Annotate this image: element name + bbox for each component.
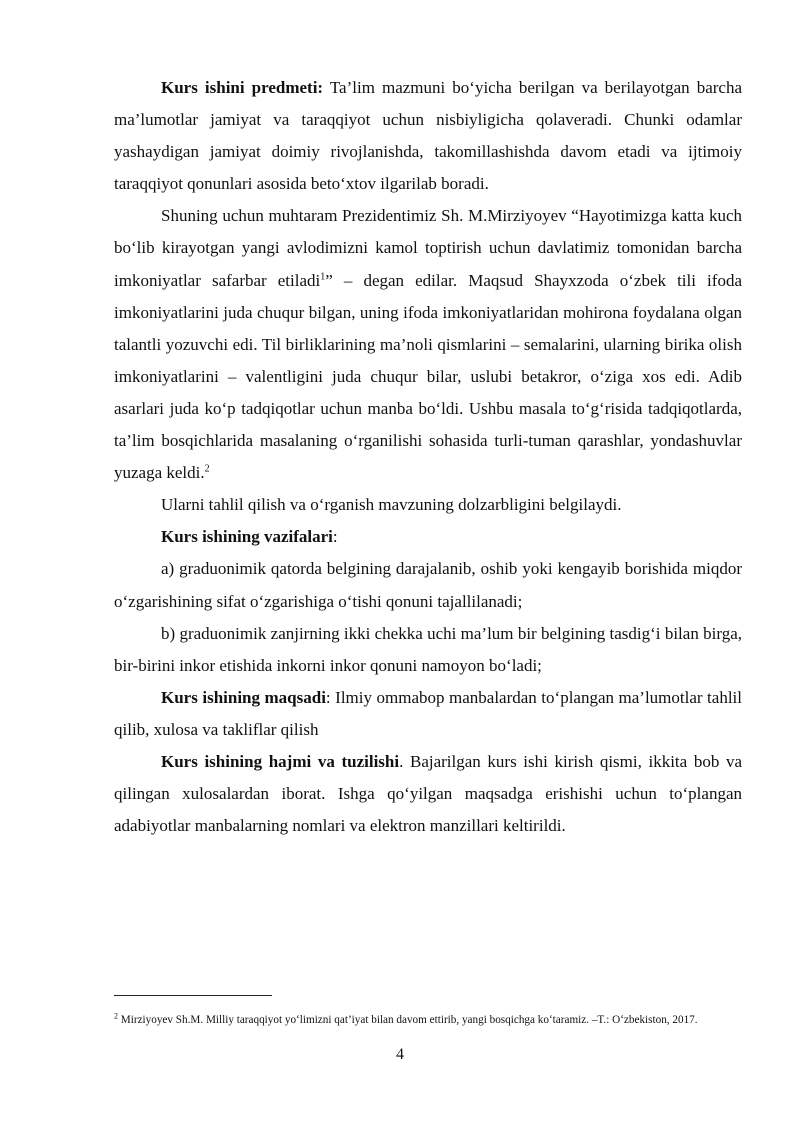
task-a-text: a) graduonimik qatorda belgining darajalanib, oshib yoki kengayib borishida miqdor o‘zgarishining sifat o‘zgarishiga o‘tishi qonuni tajallilanadi;: [114, 559, 742, 611]
paragraph-subject: [114, 72, 742, 200]
quote-text-b: ” – degan edilar. Maqsud Shayxzoda o‘zbek tili ifoda imkoniyatlarini juda chuqur bilgan, uning ifoda imkoniyatlaridan mohirona foydalana olgan talantli yozuvchi edi. Til birliklarining ma’noli qismlarini – semalarini, ularning birika olish imkoniyatlarini – valentligini juda chuqur bilar, uslubi betakror, o‘ziga xos edi. Adib asarlari juda ko‘p tadqiqotlar uchun manba bo‘ldi. Ushbu masala to‘g‘risida tadqiqotlarda, ta’lim bosqichlarida masalaning o‘rganilishi sohasida turli-tuman qarashlar, yondashuvlar yuzaga keldi.: [114, 270, 742, 483]
paragraph-goal-text: : Ilmiy ommabop manbalardan to‘plangan ma’lumotlar tahlil qilib, xulosa va takliflar qilish: [114, 687, 742, 739]
footnote-marker: 2: [114, 1011, 118, 1021]
heading-goal: Kurs ishining maqsadi: [161, 687, 326, 707]
paragraph-president-quote: [114, 200, 742, 489]
paragraph-structure: [114, 746, 742, 842]
heading-subject: Kurs ishini predmeti:: [161, 78, 324, 97]
paragraph-task-b: [114, 618, 742, 682]
footnote-ref-2: 2: [204, 463, 210, 475]
body-text: [114, 72, 742, 842]
quote-text-a: Shuning uchun muhtaram Prezidentimiz Sh. M.Mirziyoyev “Hayotimizga katta kuch bo‘lib kirayotgan yangi avlodimizni kamol toptirish uchun davlatimiz tomonidan barcha imkoniyatlar safarbar etiladi: [114, 206, 742, 290]
heading-tasks: Kurs ishining vazifalari: [161, 527, 333, 547]
footnote-text: Mirziyoyev Sh.M. Milliy taraqqiyot yo‘limizni qat’iyat bilan davom ettirib, yangi bosqichga ko‘taramiz. –T.: O‘zbekiston, 2017.: [118, 1014, 698, 1026]
paragraph-tasks-heading: [114, 521, 742, 553]
heading-structure: Kurs ishining hajmi va tuzilishi: [161, 751, 400, 771]
footnote-divider: [114, 995, 272, 996]
paragraph-relevance-text: Ularni tahlil qilish va o‘rganish mavzuning dolzarbligini belgilaydi.: [161, 495, 622, 515]
paragraph-relevance: [114, 489, 742, 521]
page-number: 4: [396, 1046, 404, 1063]
paragraph-subject-text: Ta’lim mazmuni bo‘yicha berilgan va berilayotgan barcha ma’lumotlar jamiyat va taraqqiyot uchun nisbiyligicha qolaveradi. Chunki odamlar yashaydigan jamiyat doimiy rivojlanishda, takomillashishda davom etadi va ijtimoiy taraqqiyot qonunlari asosida beto‘xtov ilgarilab boradi.: [114, 78, 742, 194]
footnote: [114, 1012, 742, 1029]
paragraph-goal: [114, 682, 742, 746]
paragraph-task-a: [114, 553, 742, 617]
heading-tasks-colon: :: [332, 527, 338, 547]
task-b-text: b) graduonimik zanjirning ikki chekka uchi ma’lum bir belgining tasdig‘i bilan birga, bir-birini inkor etishida inkorni inkor qonuni namoyon bo‘ladi;: [114, 623, 742, 675]
paragraph-structure-text: . Bajarilgan kurs ishi kirish qismi, ikkita bob va qilingan xulosalardan iborat. Ishga qo‘yilgan maqsadga erishishi uchun to‘plangan adabiyotlar manbalarning nomlari va elektron manzillari keltirildi.: [114, 751, 742, 836]
footnote-ref-1: 1: [320, 270, 326, 282]
